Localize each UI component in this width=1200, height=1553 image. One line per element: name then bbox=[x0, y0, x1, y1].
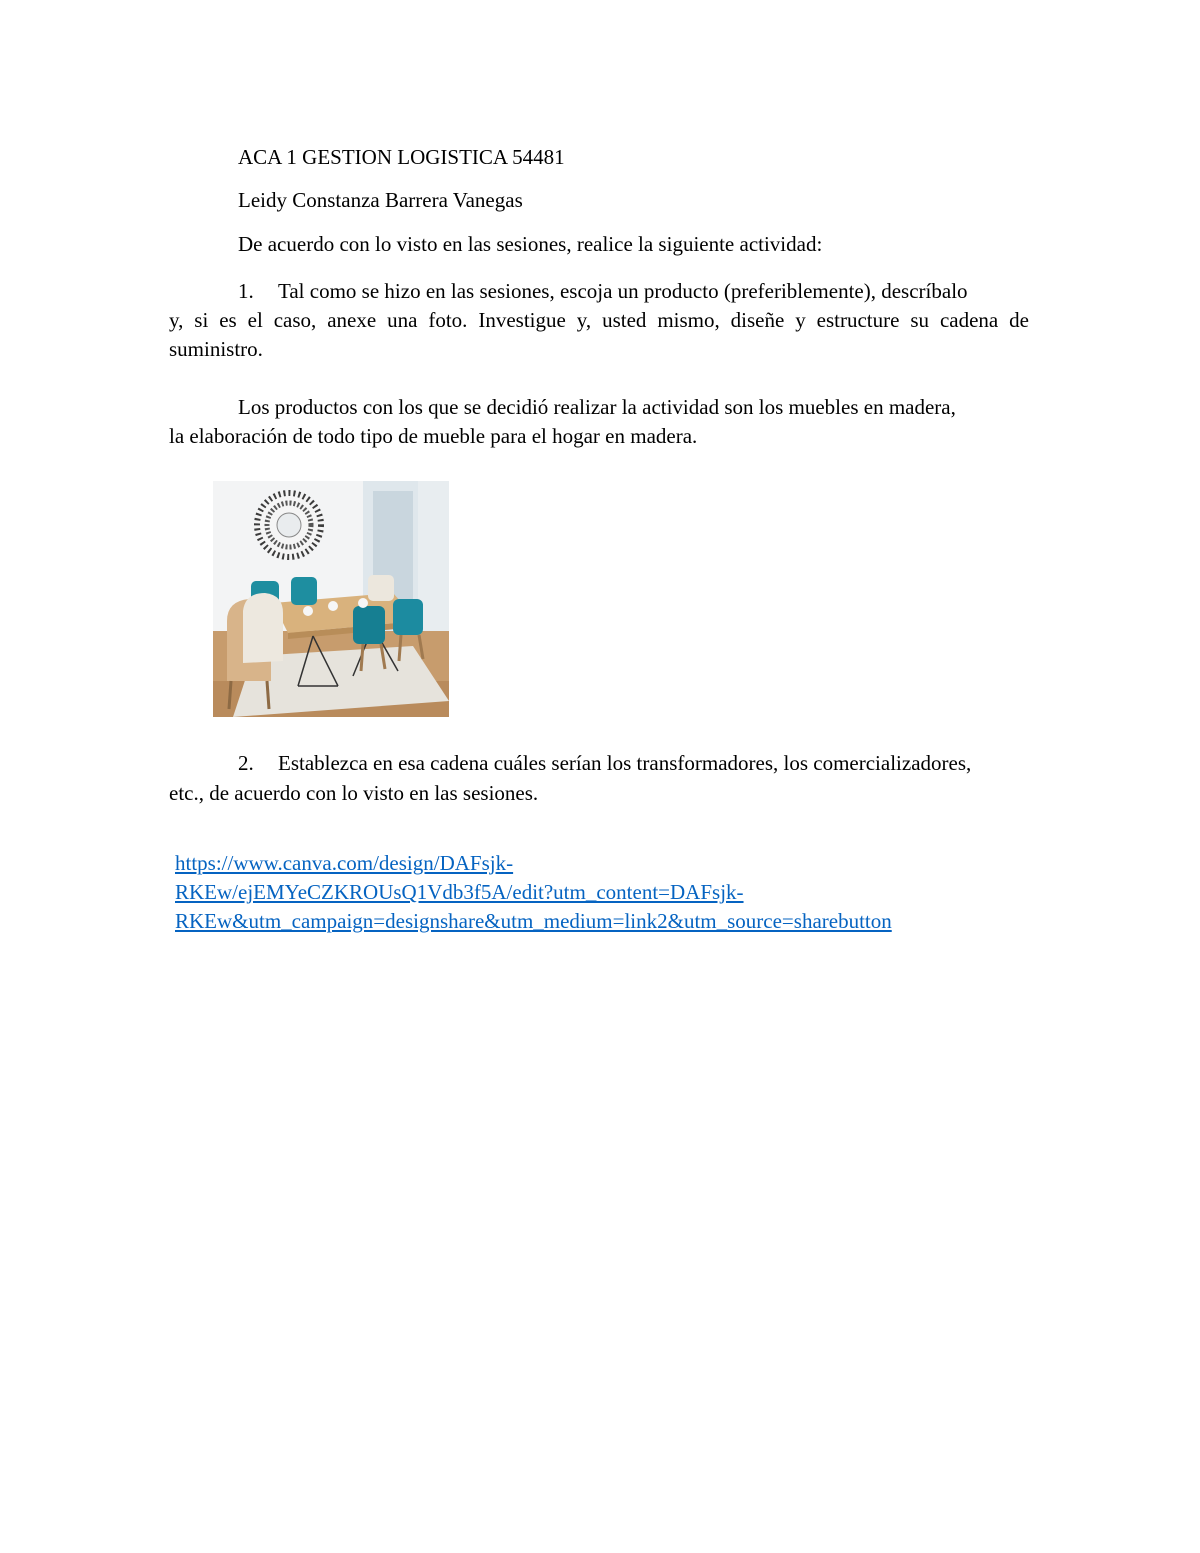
link-line-1[interactable]: https://www.canva.com/design/DAFsjk- bbox=[175, 851, 514, 875]
link-line-3[interactable]: RKEw&utm_campaign=designshare&utm_medium=link2&utm_source=sharebutton bbox=[175, 909, 892, 933]
dining-set-photo bbox=[213, 481, 449, 717]
answer-1-first-line: Los productos con los que se decidió realizar la actividad son los muebles en madera, bbox=[238, 395, 956, 419]
item-1-rest-text: y, si es el caso, anexe una foto. Investigue y, usted mismo, diseñe y estructure su cadena de suministro. bbox=[169, 308, 1029, 361]
dining-room-image bbox=[213, 481, 449, 717]
item-1-first-line bbox=[238, 277, 968, 306]
author-name: Leidy Constanza Barrera Vanegas bbox=[238, 188, 523, 212]
item-2-number: 2. bbox=[238, 751, 254, 775]
document-title: ACA 1 GESTION LOGISTICA 54481 bbox=[238, 145, 565, 169]
answer-1-second-line: la elaboración de todo tipo de mueble para el hogar en madera. bbox=[169, 424, 698, 448]
item-1-text: Tal como se hizo en las sesiones, escoja un producto (preferiblemente), descríbalo bbox=[278, 279, 968, 303]
link-line-2[interactable]: RKEw/ejEMYeCZKROUsQ1Vdb3f5A/edit?utm_content=DAFsjk- bbox=[175, 880, 744, 904]
item-2-first-line bbox=[238, 749, 971, 778]
intro-text: De acuerdo con lo visto en las sesiones, realice la siguiente actividad: bbox=[238, 232, 823, 256]
item-1-continuation bbox=[169, 306, 1029, 364]
canva-design-link[interactable] bbox=[175, 849, 1035, 936]
item-1-number: 1. bbox=[238, 279, 254, 303]
item-2-second-line: etc., de acuerdo con lo visto en las sesiones. bbox=[169, 781, 539, 805]
item-2-text: Establezca en esa cadena cuáles serían los transformadores, los comercializadores, bbox=[278, 751, 972, 775]
